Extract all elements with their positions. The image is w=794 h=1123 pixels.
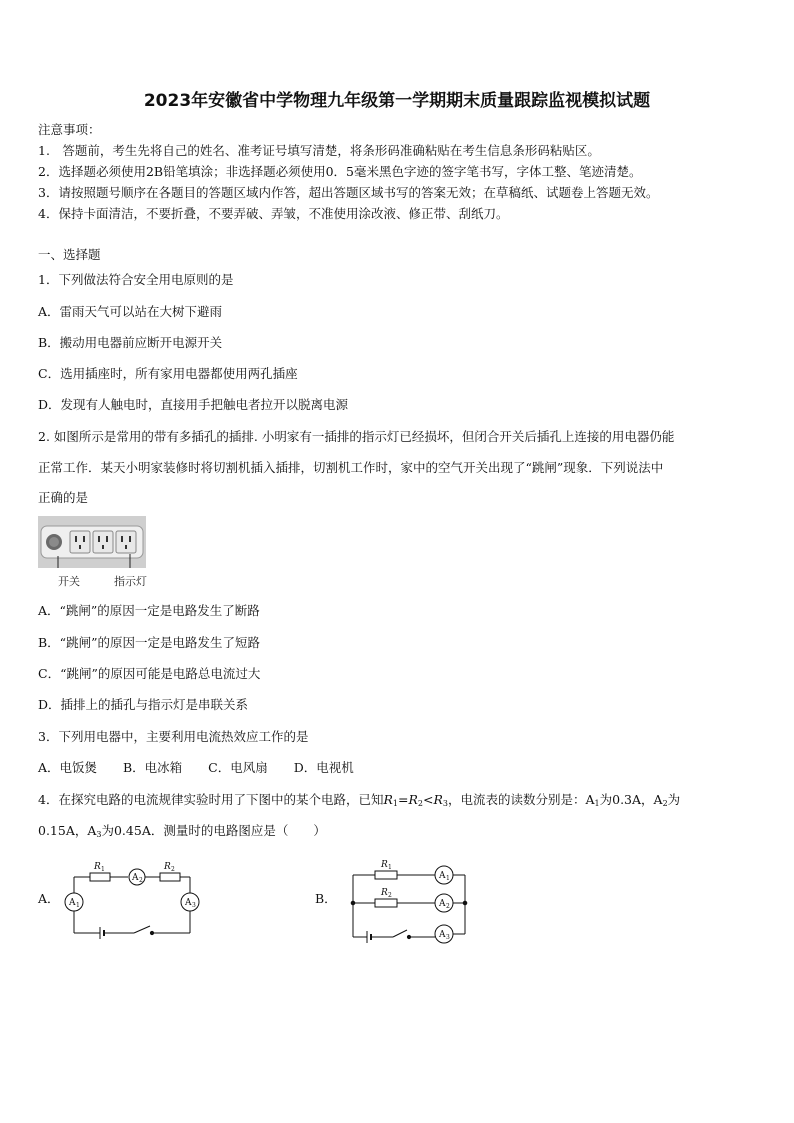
circuit-label: 3 [192, 902, 196, 909]
circuit-label: 2 [171, 866, 175, 873]
q2-option-a: A．“跳闸”的原因一定是电路发生了断路 [38, 603, 260, 618]
question-2-stem: 2. 如图所示是常用的带有多插孔的插排. 小明家有一插排的指示灯已经损坏，但闭合开关后插孔上连接的用电器仍能 [38, 429, 675, 444]
circuit-label: 3 [446, 934, 450, 941]
note-item: 4．保持卡面清洁，不要折叠，不要弄破、弄皱，不准使用涂改液、修正带、刮纸刀。 [38, 206, 509, 221]
q3-option-d: D．电视机 [293, 760, 354, 775]
note-item: 2．选择题必须使用2B铅笔填涂；非选择题必须使用0．5毫米黑色字迹的签字笔书写，字体工整、笔迹清楚。 [38, 164, 642, 179]
q1-option-c: C．选用插座时，所有家用电器都使用两孔插座 [38, 366, 298, 381]
page-title: 2023年安徽省中学物理九年级第一学期期末质量跟踪监视模拟试题 [143, 91, 651, 111]
note-item: 1. 答题前，考生先将自己的姓名、准考证号填写清楚，将条形码准确粘贴在考生信息条形码粘贴区。 [38, 143, 600, 158]
circuit-label: 2 [139, 877, 143, 884]
circuit-label: 1 [101, 866, 105, 873]
circuit-label: A [132, 873, 139, 883]
circuit-label: 2 [388, 892, 392, 899]
circuit-label: 1 [76, 902, 80, 909]
indicator-label: 指示灯 [114, 575, 147, 588]
circuit-label: R [164, 862, 171, 872]
question-3-stem: 3．下列用电器中，主要利用电流热效应工作的是 [38, 729, 309, 744]
circuit-label: 2 [446, 903, 450, 910]
circuit-label: A [69, 898, 76, 908]
question-4-stem: 4．在探究电路的电流规律实验时用了下图中的某个电路，已知$R_1=R_2<R_3$，电流表的读数分别是：$A_1$为0.3A，$A_2$为 [38, 792, 681, 808]
q3-option-b: B．电冰箱 [123, 760, 183, 775]
question-1-stem: 1．下列做法符合安全用电原则的是 [38, 272, 234, 287]
circuit-label: 1 [446, 875, 450, 882]
question-2-stem: 正确的是 [38, 490, 89, 505]
q3-option-c: C．电风扇 [208, 760, 268, 775]
circuit-label: A [185, 898, 192, 908]
circuit-label: R [381, 888, 388, 898]
q4-option-b-label: B． [315, 891, 337, 906]
circuit-label: A [439, 871, 446, 881]
q3-option-a: A．电饭煲 [38, 760, 98, 775]
question-4-stem: 0.15A，$A_3$为0.45A．测量时的电路图应是（ ） [38, 823, 326, 839]
circuit-label: R [94, 862, 101, 872]
q2-option-d: D．插排上的插孔与指示灯是串联关系 [38, 697, 249, 712]
q2-option-b: B．“跳闸”的原因一定是电路发生了短路 [38, 635, 260, 650]
circuit-diagram-a [62, 855, 204, 941]
q2-option-c: C．“跳闸”的原因可能是电路总电流过大 [38, 666, 261, 681]
note-item: 3．请按照题号顺序在各题目的答题区域内作答，超出答题区域书写的答案无效；在草稿纸、试题卷上答题无效。 [38, 185, 659, 200]
circuit-diagram-b [345, 855, 475, 945]
switch-label: 开关 [58, 575, 80, 588]
q1-option-a: A．雷雨天气可以站在大树下避雨 [38, 304, 223, 319]
q1-option-d: D．发现有人触电时，直接用手把触电者拉开以脱离电源 [38, 397, 349, 412]
question-2-stem: 正常工作．某天小明家装修时将切割机插入插排，切割机工作时，家中的空气开关出现了“跳闸”现象．下列说法中 [38, 460, 664, 475]
q1-option-b: B．搬动用电器前应断开电源开关 [38, 335, 223, 350]
section-heading: 一、选择题 [38, 247, 101, 262]
circuit-label: A [439, 930, 446, 940]
notes-heading: 注意事项： [38, 122, 101, 137]
power-strip-image [38, 516, 146, 568]
circuit-label: A [439, 899, 446, 909]
q4-option-a-label: A． [38, 891, 60, 906]
circuit-label: 1 [388, 864, 392, 871]
q3-options [38, 760, 354, 776]
circuit-label: R [381, 860, 388, 870]
